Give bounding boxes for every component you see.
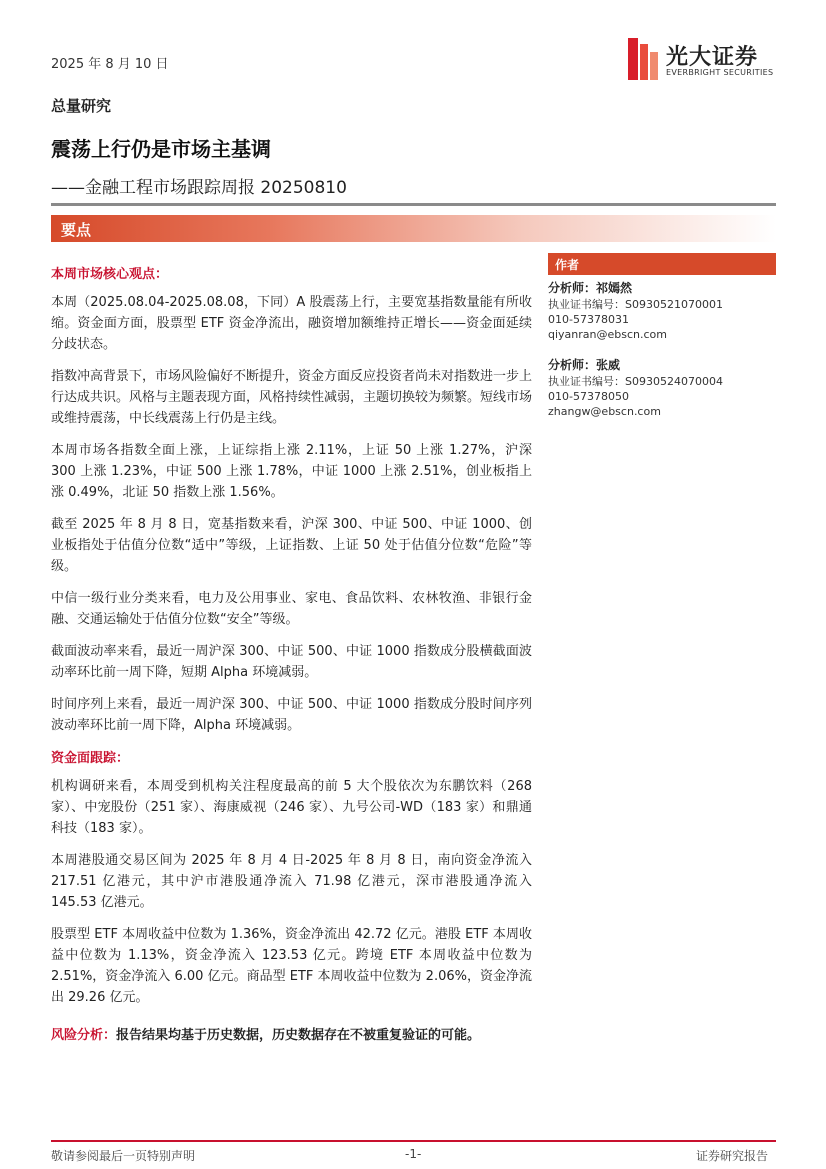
core-paragraph: 截至 2025 年 8 月 8 日，宽基指数来看，沪深 300、中证 500、中证 1000、创业板指处于估值分位数“适中”等级，上证指数、上证 50 处于估值分位数“危险”等级。 (51, 517, 532, 574)
main-content (51, 263, 532, 1043)
footer-report-type: 证券研究报告 (696, 1149, 769, 1163)
report-subtitle: ——金融工程市场跟踪周报 20250810 (51, 178, 347, 198)
analyst-name: 分析师：祁嫣然 (548, 281, 633, 295)
risk-analysis (51, 1024, 532, 1043)
author-bar (548, 253, 776, 275)
core-paragraph: 本周（2025.08.04-2025.08.08，下同）A 股震荡上行，主要宽基指数量能有所收缩。资金面方面，股票型 ETF 资金净流出，融资增加额维持正增长——资金面延续分歧状态。 (51, 295, 532, 352)
report-date: 2025 年 8 月 10 日 (51, 57, 169, 72)
header-divider (51, 203, 776, 206)
risk-label: 风险分析： (51, 1028, 117, 1043)
footer-divider (51, 1140, 776, 1142)
logo-text-en: EVERBRIGHT SECURITIES (666, 68, 774, 77)
analyst-card (548, 279, 776, 342)
risk-text: 报告结果均基于历史数据，历史数据存在不被重复验证的可能。 (116, 1028, 481, 1043)
analyst-card (548, 356, 776, 419)
everbright-logo (628, 38, 778, 82)
analyst-phone: 010-57378050 (548, 390, 629, 403)
analyst-cert: 执业证书编号：S0930521070001 (548, 298, 723, 311)
report-category: 总量研究 (51, 97, 112, 115)
core-paragraph: 指数冲高背景下，市场风险偏好不断提升，资金方面反应投资者尚未对指数进一步上行达成共识。风格与主题表现方面，风格持续性减弱，主题切换较为频繁。短线市场或维持震荡，中长线震荡上行仍是主线。 (51, 369, 533, 426)
core-view-heading: 本周市场核心观点： (51, 267, 169, 282)
analyst-cert: 执业证书编号：S0930524070004 (548, 375, 723, 388)
core-paragraph: 本周市场各指数全面上涨，上证综指上涨 2.11%，上证 50 上涨 1.27%，沪深 300 上涨 1.23%，中证 500 上涨 1.78%，中证 1000 上涨 2.51%，创业板指上涨 0.49%，北证 50 指数上涨 1.56%。 (51, 443, 532, 500)
core-paragraph: 中信一级行业分类来看，电力及公用事业、家电、食品饮料、农林牧渔、非银行金融、交通运输处于估值分位数“安全”等级。 (51, 591, 532, 627)
logo-text-cn: 光大证券 (666, 45, 759, 70)
logo-mark-icon (628, 38, 658, 80)
page-number: -1- (405, 1147, 422, 1161)
core-paragraph: 时间序列上来看，最近一周沪深 300、中证 500、中证 1000 指数成分股时间序列波动率环比前一周下降，Alpha 环境减弱。 (51, 697, 532, 733)
analyst-phone: 010-57378031 (548, 313, 629, 326)
fund-paragraph: 机构调研来看，本周受到机构关注程度最高的前 5 大个股依次为东鹏饮料（268 家）、中宠股份（251 家）、海康威视（246 家）、九号公司-WD（183 家）和鼎通科技（183 家）。 (51, 779, 532, 836)
core-paragraph: 截面波动率来看，最近一周沪深 300、中证 500、中证 1000 指数成分股横截面波动率环比前一周下降，短期 Alpha 环境减弱。 (51, 644, 532, 680)
author-sidebar (548, 253, 776, 433)
fund-paragraph: 本周港股通交易区间为 2025 年 8 月 4 日-2025 年 8 月 8 日，南向资金净流入 217.51 亿港元，其中沪市港股通净流入 71.98 亿港元，深市港股通净流入 145.53 亿港元。 (51, 853, 532, 910)
analyst-email[interactable]: zhangw@ebscn.com (548, 405, 661, 418)
footer-disclaimer: 敬请参阅最后一页特别声明 (51, 1149, 196, 1163)
section-bar-key-points (51, 215, 776, 242)
analyst-email[interactable]: qiyanran@ebscn.com (548, 328, 667, 341)
fund-tracking-heading: 资金面跟踪： (51, 751, 130, 766)
author-label: 作者 (555, 258, 580, 272)
fund-paragraph: 股票型 ETF 本周收益中位数为 1.36%，资金净流出 42.72 亿元。港股 ETF 本周收益中位数为 1.13%，资金净流入 123.53 亿元。跨境 ETF 本周收益中位数为 2.51%，资金净流入 6.00 亿元。商品型 ETF 本周收益中位数为 2.06%，资金净流出 29.26 亿元。 (51, 927, 532, 1005)
section-label: 要点 (61, 221, 92, 239)
analyst-name: 分析师：张威 (548, 358, 621, 372)
report-title: 震荡上行仍是市场主基调 (51, 137, 271, 161)
